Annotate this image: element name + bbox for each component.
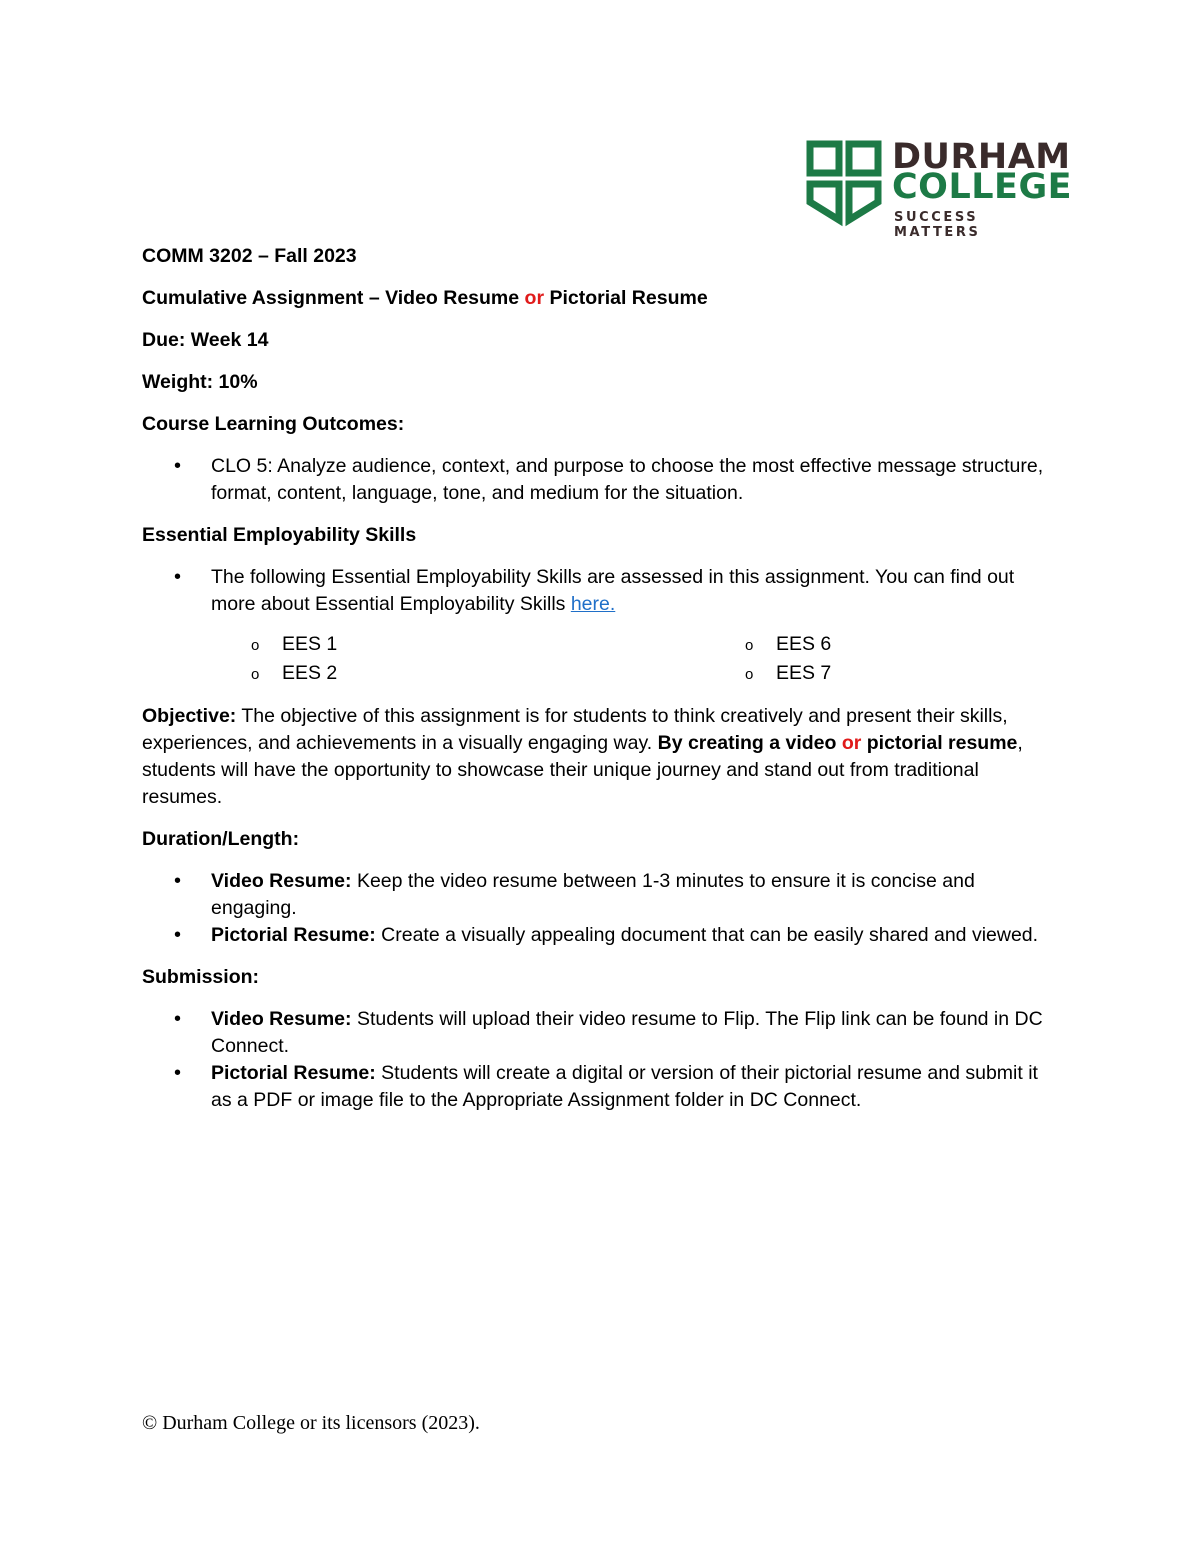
durham-college-logo [806, 137, 1073, 240]
item-label: Video Resume: [211, 1008, 352, 1030]
list-item [142, 868, 1062, 922]
shield-icon [806, 140, 882, 228]
list-item [251, 659, 745, 688]
list-item [745, 659, 1045, 688]
objective-or: or [841, 732, 862, 754]
ees-item-label: EES 1 [282, 633, 338, 655]
weight: Weight: 10% [142, 371, 258, 393]
objective-bold: pictorial resume [861, 732, 1018, 754]
logo-wordmark-college: COLLEGE [892, 167, 1073, 207]
circle-bullet-icon: o [251, 637, 260, 654]
item-text: Students will create a digital or version of their pictorial resume and submit it as a PDF or image file to the Appropriate Assignment folder in DC Connect. [211, 1062, 1038, 1111]
list-item [142, 1006, 1062, 1060]
item-label: Video Resume: [211, 870, 352, 892]
due-date: Due: Week 14 [142, 329, 269, 351]
item-label: Pictorial Resume: [211, 924, 376, 946]
assignment-title-or: or [524, 287, 545, 309]
assignment-document [142, 243, 1062, 1114]
objective-text: , students will have the opportunity to showcase their unique journey and stand out from traditional resumes. [142, 732, 1023, 808]
assignment-title-suffix: Pictorial Resume [544, 287, 708, 309]
item-text: Students will upload their video resume to Flip. The Flip link can be found in DC Connect. [211, 1008, 1043, 1057]
ees-list [142, 564, 1062, 618]
circle-bullet-icon: o [745, 637, 754, 654]
list-item [142, 922, 1062, 949]
ees-heading: Essential Employability Skills [142, 524, 417, 546]
assignment-title-prefix: Cumulative Assignment – Video Resume [142, 287, 525, 309]
list-item [745, 630, 1045, 659]
ees-link[interactable]: here. [570, 593, 616, 615]
ees-item-label: EES 2 [282, 662, 338, 684]
assignment-title [142, 285, 1062, 312]
objective-label: Objective: [142, 705, 237, 727]
circle-bullet-icon: o [745, 666, 754, 683]
list-item: • CLO 5: Analyze audience, context, and purpose to choose the most effective message structure, format, content, language, tone, and medium for the situation. [142, 453, 1062, 507]
clo-list [142, 453, 1062, 507]
submission-list [142, 1006, 1062, 1114]
duration-list [142, 868, 1062, 949]
logo-tagline: SUCCESS MATTERS [894, 210, 981, 240]
list-item [142, 1060, 1062, 1114]
clo-heading: Course Learning Outcomes: [142, 413, 405, 435]
item-text: Keep the video resume between 1-3 minutes to ensure it is concise and engaging. [211, 870, 975, 919]
item-text: Create a visually appealing document that can be easily shared and viewed. [375, 924, 1039, 946]
ees-item-label: EES 6 [776, 633, 832, 655]
ees-item-label: EES 7 [776, 662, 832, 684]
submission-heading: Submission: [142, 966, 260, 988]
item-label: Pictorial Resume: [211, 1062, 376, 1084]
duration-heading: Duration/Length: [142, 828, 300, 850]
objective-text: The objective of this assignment is for students to think creatively and present their skills, experiences, and achievements in a visually engaging way. [142, 705, 1008, 754]
logo-wordmark-durham: DURHAM [892, 137, 1071, 177]
list-item [251, 630, 745, 659]
list-item [142, 564, 1062, 618]
objective-paragraph [142, 703, 1062, 811]
ees-intro-text: The following Essential Employability Skills are assessed in this assignment. You can find out more about Essential Employability Skills [211, 566, 1015, 615]
ees-sublist [142, 630, 1062, 688]
course-title: COMM 3202 – Fall 2023 [142, 245, 357, 267]
circle-bullet-icon: o [251, 666, 260, 683]
copyright-footer: © Durham College or its licensors (2023). [142, 1412, 480, 1434]
objective-bold: By creating a video [657, 732, 842, 754]
